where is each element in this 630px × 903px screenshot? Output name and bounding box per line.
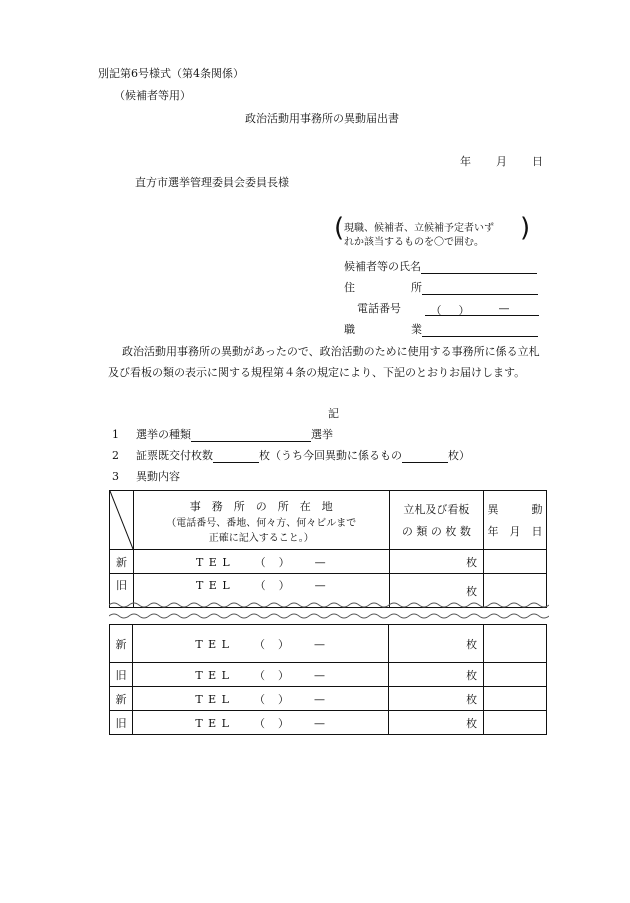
table-row — [110, 625, 547, 663]
row-count[interactable]: 枚 — [389, 687, 484, 711]
row-tel[interactable] — [132, 711, 388, 735]
change-table-top — [109, 490, 547, 608]
tel-label: T E L — [195, 555, 231, 569]
phone-label: 電話番号 — [357, 302, 401, 315]
tel-dash: — — [314, 579, 327, 592]
count-header-line2: の 類 の 枚 数 — [401, 525, 471, 538]
tel-paren-close: ） — [277, 692, 290, 706]
phone-input-line[interactable] — [425, 302, 539, 316]
item3-number: 3 — [112, 470, 119, 483]
tel-dash: — — [313, 668, 326, 682]
row-count[interactable]: 枚 — [389, 574, 484, 608]
close-paren-glyph: ) — [520, 213, 531, 243]
table-row — [110, 550, 547, 574]
row-mark: 新 — [110, 550, 134, 574]
address-label-2: 所 — [411, 281, 422, 294]
table-row — [110, 663, 547, 687]
row-date[interactable] — [484, 625, 547, 663]
tel-dash: — — [314, 555, 327, 569]
phone-paren-close: ） — [458, 304, 470, 317]
row-tel[interactable] — [134, 550, 390, 574]
row-count[interactable]: 枚 — [389, 550, 484, 574]
row-mark: 旧 — [110, 663, 133, 687]
count-header-line1: 立札及び看板 — [403, 503, 470, 516]
tel-label: T E L — [195, 692, 230, 706]
table-row — [110, 711, 547, 735]
table-header-row — [110, 491, 547, 550]
diagonal-cell — [110, 491, 134, 550]
phone-paren-open: （ — [430, 304, 442, 317]
occupation-label-2: 業 — [411, 323, 422, 336]
tel-label: T E L — [195, 668, 230, 682]
item1-suffix: 選挙 — [311, 428, 333, 441]
phone-dash: — — [498, 302, 510, 315]
location-header-note2: 正確に記入すること。） — [208, 533, 314, 544]
tel-paren-open: （ — [254, 555, 267, 569]
form-usage: （候補者等用） — [114, 89, 191, 102]
item-1 — [112, 426, 333, 442]
tel-paren-close: ） — [277, 668, 290, 682]
ki-heading: 記 — [328, 407, 339, 420]
table-break-waves — [109, 600, 549, 622]
row-date[interactable] — [484, 663, 547, 687]
phone-field[interactable] — [357, 300, 539, 316]
date-year[interactable]: 年 — [460, 155, 471, 168]
row-date[interactable] — [484, 550, 547, 574]
addressee: 直方市選挙管理委員会委員長様 — [135, 176, 289, 189]
item2-mid: 枚（うち今回異動に係るもの — [259, 449, 402, 462]
row-mark: 新 — [110, 687, 133, 711]
tel-dash: — — [313, 716, 326, 730]
change-date-header-line2: 年 月 日 — [487, 525, 543, 538]
item-2 — [112, 447, 470, 463]
row-mark: 旧 — [110, 711, 133, 735]
row-mark: 新 — [110, 625, 133, 663]
open-paren-glyph: ( — [334, 213, 345, 243]
row-mark: 旧 — [110, 574, 134, 608]
table-row — [110, 687, 547, 711]
tel-label: T E L — [195, 579, 231, 592]
item2-label: 証票既交付枚数 — [136, 449, 213, 462]
tel-paren-open: （ — [253, 637, 266, 651]
tel-paren-open: （ — [253, 716, 266, 730]
occupation-label-1: 職 — [344, 323, 355, 336]
change-date-header-line1: 異 動 — [487, 503, 543, 516]
name-field[interactable] — [344, 258, 537, 274]
row-count[interactable]: 枚 — [389, 711, 484, 735]
item2-number: 2 — [112, 449, 119, 462]
tel-paren-open: （ — [253, 668, 266, 682]
changed-count-input[interactable] — [402, 462, 448, 463]
change-date-header — [484, 491, 547, 550]
status-note-line2: れか該当するものを〇で囲む。 — [344, 237, 484, 248]
diagonal-line — [110, 491, 133, 549]
issued-count-input[interactable] — [213, 462, 259, 463]
row-date[interactable] — [484, 687, 547, 711]
name-label: 候補者等の氏名 — [344, 260, 421, 273]
item1-label: 選挙の種類 — [136, 428, 191, 441]
count-header — [389, 491, 484, 550]
item3-label: 異動内容 — [136, 470, 180, 483]
item1-number: 1 — [112, 428, 119, 441]
row-count[interactable]: 枚 — [389, 663, 484, 687]
status-note-line1: 現職、候補者、立候補予定者いず — [344, 223, 494, 234]
tel-label: T E L — [195, 716, 230, 730]
row-date[interactable] — [484, 711, 547, 735]
tel-dash: — — [313, 692, 326, 706]
document-title: 政治活動用事務所の異動届出書 — [245, 112, 399, 125]
tel-paren-open: （ — [254, 579, 267, 592]
tel-dash: — — [313, 637, 326, 651]
election-type-input[interactable] — [191, 441, 311, 442]
location-header-title: 事 務 所 の 所 在 地 — [189, 500, 333, 513]
tel-paren-open: （ — [253, 692, 266, 706]
row-tel[interactable] — [132, 687, 388, 711]
row-tel[interactable] — [132, 663, 388, 687]
address-field[interactable] — [344, 279, 538, 295]
location-header — [134, 491, 390, 550]
tel-paren-close: ） — [277, 716, 290, 730]
row-count[interactable]: 枚 — [389, 625, 484, 663]
address-label-1: 住 — [344, 281, 355, 294]
change-table-bottom — [109, 624, 547, 735]
tel-paren-close: ） — [278, 579, 291, 592]
occupation-input-line[interactable] — [422, 336, 538, 337]
item2-suffix: 枚） — [448, 449, 470, 462]
item-3 — [112, 468, 180, 484]
body-line-2: 及び看板の類の表示に関する規程第４条の規定により、下記のとおりお届けします。 — [108, 366, 526, 379]
name-input-line[interactable] — [421, 273, 537, 274]
address-input-line[interactable] — [422, 294, 538, 295]
tel-paren-close: ） — [277, 637, 290, 651]
location-header-note1: （電話番号、番地、何々方、何々ビルまで — [166, 518, 357, 529]
date-month[interactable]: 月 — [496, 155, 507, 168]
occupation-field[interactable] — [344, 321, 538, 337]
row-tel[interactable] — [132, 625, 388, 663]
form-number: 別記第6号様式（第4条関係） — [98, 67, 244, 80]
body-line-1: 政治活動用事務所の異動があったので、政治活動のために使用する事務所に係る立札 — [122, 345, 540, 358]
tel-paren-close: ） — [278, 555, 291, 569]
date-day[interactable]: 日 — [532, 155, 543, 168]
tel-label: T E L — [195, 637, 230, 651]
status-note — [334, 213, 531, 251]
